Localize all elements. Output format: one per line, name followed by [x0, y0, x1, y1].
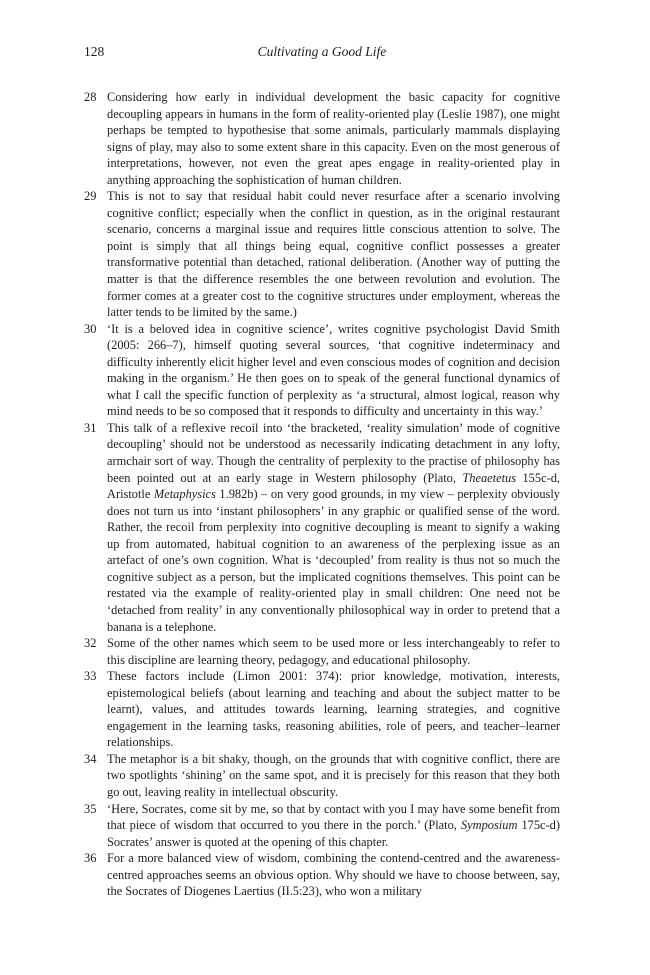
text-segment: 175c-d) Socrates’ answer is quoted at the opening of this chapter.: [107, 818, 560, 849]
endnote-number: 34: [84, 751, 97, 766]
endnote-text: [107, 322, 560, 419]
endnote-34: [84, 751, 560, 801]
text-segment: This talk of a reflexive recoil into ‘the bracketed, ‘reality simulation’ mode of cognitive decoupling’ should not be understood as necessarily indicating detachment in any lofty, armchair sort of way. Though the centrality of perplexity to the practise of philosophy has been pointed out at an early stage in Western philosophy (Plato,: [107, 420, 560, 485]
work-title: Symposium: [460, 818, 518, 833]
endnote-29: [84, 188, 560, 320]
endnote-28: [84, 89, 560, 188]
text-segment: ‘Here, Socrates, come sit by me, so that by contact with you I may have some benefit from that piece of wisdom that occurred to you there in the porch.’ (Plato,: [107, 801, 560, 833]
endnote-36: [84, 850, 560, 900]
endnote-31: [84, 420, 560, 635]
endnote-30: [84, 321, 560, 420]
text-segment: For a more balanced view of wisdom, combining the contend-centred and the awareness-centred approaches seems an obvious option. Why should we have to choose between, say, the Socrates of Diogenes Laertius (II.5:23), who won a military: [107, 851, 560, 899]
endnote-text: [107, 669, 560, 749]
page-header: [84, 44, 560, 64]
endnotes-list: [84, 89, 560, 900]
endnote-number: 29: [84, 189, 97, 204]
text-segment: Some of the other names which seem to be used more or less interchangeably to refer to this discipline are learning theory, pedagogy, and educational philosophy.: [107, 636, 560, 667]
endnote-text: [107, 752, 560, 799]
endnote-text: [107, 802, 560, 849]
endnote-text: [107, 421, 560, 634]
endnote-number: 31: [84, 420, 97, 435]
text-segment: Considering how early in individual development the basic capacity for cognitive decoupling appears in humans in the form of reality-oriented play (Leslie 1987), one might perhaps be tempted to hypothesise that some animals, particularly mammals displaying signs of play, may also to some extent share in this capacity. Even on the most generous of interpretations, however, not even the great apes engage in reality-oriented play in anything approaching the sophistication of human children.: [107, 90, 560, 187]
endnote-text: [107, 189, 560, 319]
endnote-number: 35: [84, 801, 97, 816]
text-segment: 155c-d, Aristotle: [107, 470, 560, 502]
endnote-number: 33: [84, 669, 97, 684]
text-segment: ‘It is a beloved idea in cognitive science’, writes cognitive psychologist David Smith (2005: 266–7), himself quoting several sources, ‘that cognitive indeterminacy and difficulty inherently elicit higher level and even conscious modes of cognition and decision making in the organism.’ He then goes on to speak of the general functional dynamics of what I call the specific function of perplexity as ‘a structural, almost logical, reason why mind needs to be so composed that it responds to difficulty and uncertainty in this way.’: [107, 321, 560, 419]
work-title: Metaphysics: [153, 487, 216, 502]
endnote-33: [84, 668, 560, 751]
endnote-text: [107, 636, 560, 667]
endnote-text: [107, 851, 560, 898]
endnote-number: 32: [84, 636, 97, 651]
endnote-text: [107, 90, 560, 187]
endnote-35: [84, 801, 560, 851]
text-segment: The metaphor is a bit shaky, though, on the grounds that with cognitive conflict, there are two spotlights ‘shining’ on the same spot, and it is precisely for this reason that they both go out, leaving reality in intellectual obscurity.: [107, 751, 560, 799]
text-segment: These factors include (Limon 2001: 374): prior knowledge, motivation, interests, epistemological beliefs (about learning and teaching and about the subject matter to be learnt), values, and attitudes towards learning, learning strategies, and cognitive engagement in the learning tasks, reasoning abilities, role of peers, and teacher–learner relationships.: [107, 669, 560, 750]
running-title: Cultivating a Good Life: [257, 44, 387, 59]
endnote-number: 30: [84, 321, 97, 336]
endnote-number: 36: [84, 851, 97, 866]
text-segment: This is not to say that residual habit could never resurface after a scenario involving cognitive conflict; especially when the conflict in question, as in the original restaurant scenario, concerns a marginal issue and requires little conscious attention to solve. The point is simply that all things being equal, cognitive conflict possesses a greater transformative potential than detached, rational deliberation. (Another way of putting the matter is that the difference resembles the one between revolution and evolution. The former comes at a greater cost to the cognitive structures under employment, whereas the latter tends to be limited by the same.): [107, 189, 560, 320]
page-number: 128: [84, 44, 105, 59]
endnote-number: 28: [84, 90, 97, 104]
work-title: Theaetetus: [462, 470, 517, 485]
text-segment: 1.982b) – on very good grounds, in my view – perplexity obviously does not turn us into ‘instant philosophers’ in any graphic or qualified sense of the word. Rather, the recoil from perplexity into cognitive decoupling is meant to signify a waking up from automated, habitual cognition to an awareness of the perplexing issue as an artefact of one’s own cognition. What is ‘decoupled’ from reality is thus not so much the cognitive subject as a person, but the implicated cognitions themselves. This point can be restated via the example of reality-oriented play in small children: One need not be ‘detached from reality’ in any conventionally philosophical way in order to pretend that a banana is a telephone.: [107, 487, 560, 634]
endnote-32: [84, 635, 560, 668]
